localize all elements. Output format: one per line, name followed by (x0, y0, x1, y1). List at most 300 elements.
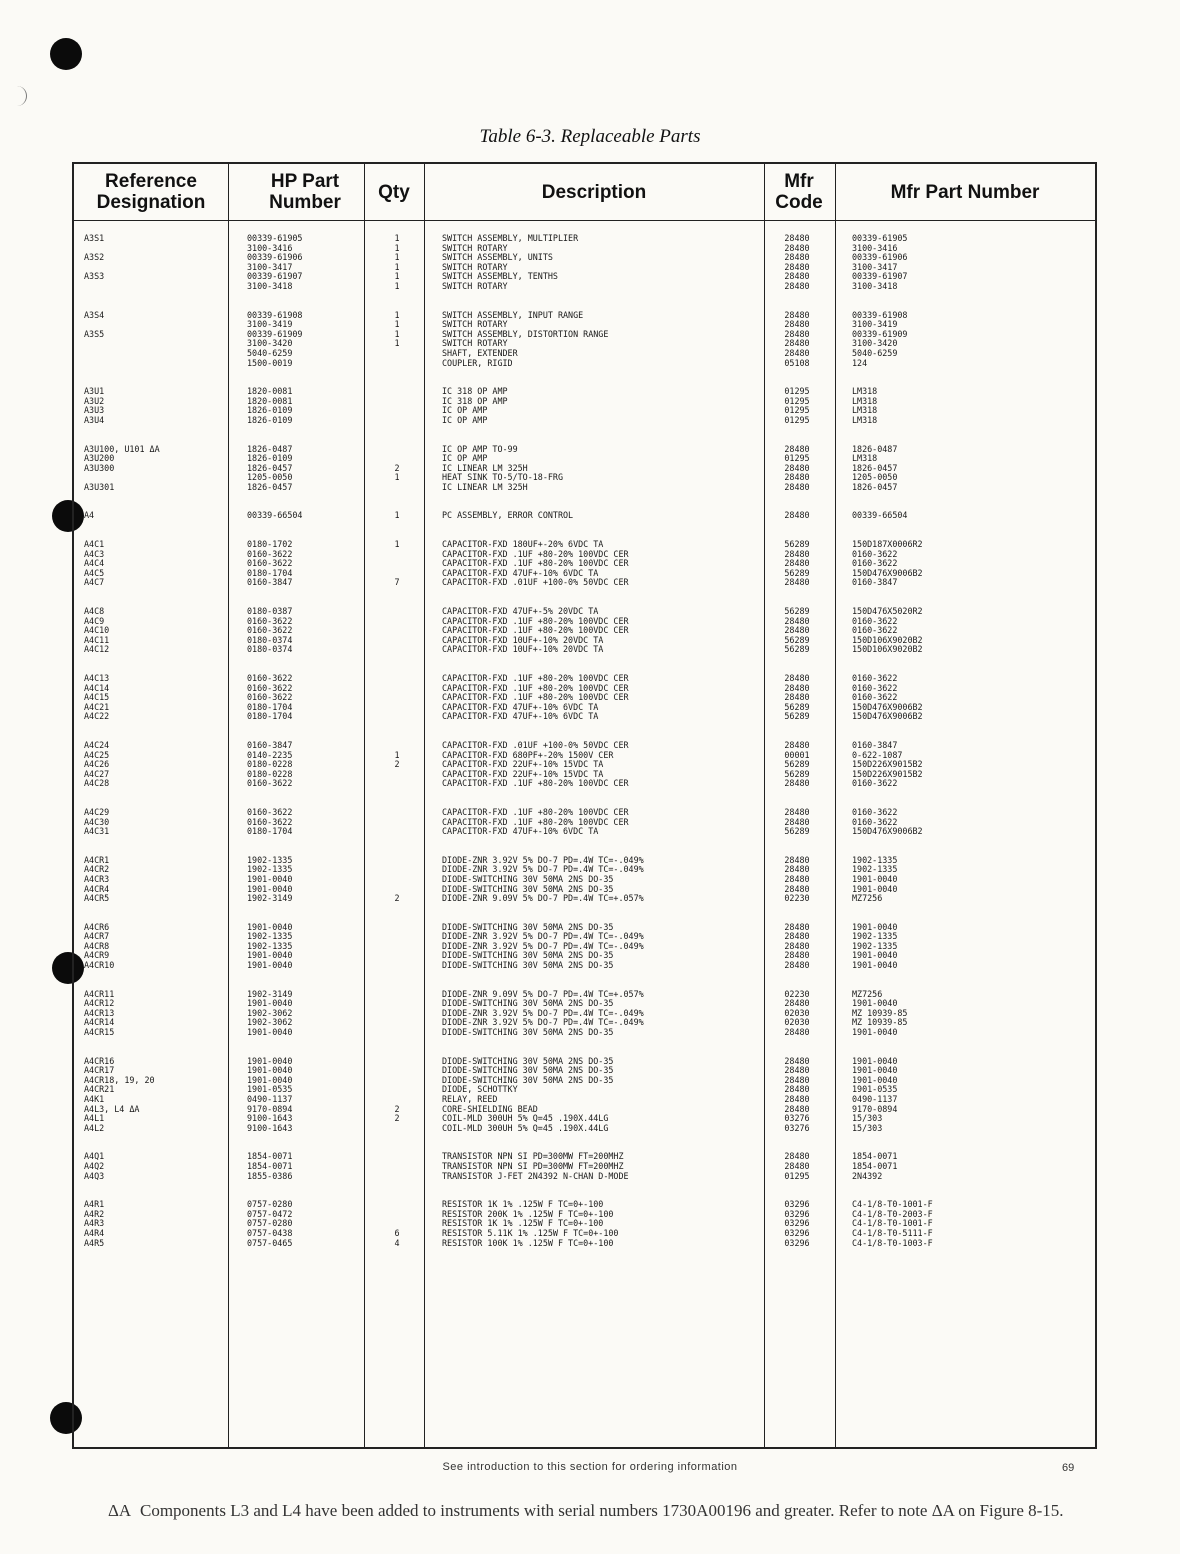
table-row (74, 1095, 1095, 1105)
table-row (74, 770, 1095, 780)
description-cell: TRANSISTOR J-FET 2N4392 N-CHAN D-MODE (442, 1171, 629, 1181)
description-cell: CAPACITOR-FXD .1UF +80-20% 100VDC CER (442, 549, 629, 559)
hp-part-number-cell: 1500-0019 (247, 358, 293, 368)
hp-part-number-cell: 00339-66504 (247, 511, 303, 521)
description-cell: SWITCH ASSEMBLY, DISTORTION RANGE (442, 329, 609, 339)
table-row (74, 607, 1095, 617)
table-row (74, 942, 1095, 952)
hp-part-number-cell: 0757-0472 (247, 1209, 293, 1219)
mfr-part-number-cell: 1901-0040 (852, 884, 898, 894)
description-cell: DIODE-SWITCHING 30V 50MA 2NS DO-35 (442, 884, 614, 894)
hp-part-number-cell: 1826-0109 (247, 454, 293, 464)
hp-part-number-cell: 0160-3622 (247, 674, 293, 683)
mfr-part-number-cell: C4-1/8-T0-1001-F (852, 1200, 933, 1210)
description-cell: DIODE-SWITCHING 30V 50MA 2NS DO-35 (442, 1075, 614, 1085)
row-spacer (74, 1038, 1095, 1057)
mfr-part-number-cell: 3100-3417 (852, 262, 898, 272)
table-row (74, 445, 1095, 455)
mfr-code-cell: 03276 (784, 1123, 810, 1133)
header-description: Description (541, 181, 647, 203)
ref-designation-cell: A4R4 (84, 1228, 105, 1238)
ref-designation-cell: A4CR9 (84, 951, 110, 961)
mfr-code-cell: 03296 (784, 1219, 810, 1229)
mfr-code-cell: 28480 (784, 1085, 810, 1095)
table-row (74, 636, 1095, 646)
description-cell: CAPACITOR-FXD 10UF+-10% 20VDC TA (442, 645, 604, 655)
mfr-part-number-cell: MZ7256 (852, 894, 883, 904)
mfr-part-number-cell: 0160-3622 (852, 549, 898, 559)
qty-cell: 2 (394, 1104, 400, 1114)
mfr-code-cell: 03296 (784, 1209, 810, 1219)
mfr-code-cell: 28480 (784, 310, 810, 320)
header-reference-designation: Reference Designation (96, 171, 206, 213)
mfr-code-cell: 28480 (784, 884, 810, 894)
description-cell: RESISTOR 100K 1% .125W F TC=0+-100 (442, 1238, 614, 1248)
ref-designation-cell: A4CR10 (84, 961, 115, 971)
ref-designation-cell: A4C15 (84, 693, 110, 703)
qty-cell: 2 (394, 1114, 400, 1124)
mfr-part-number-cell: 1901-0535 (852, 1085, 898, 1095)
qty-cell: 1 (394, 310, 400, 320)
ref-designation-cell: A4Q2 (84, 1161, 105, 1171)
mfr-part-number-cell: 0160-3847 (852, 578, 898, 588)
table-row (74, 923, 1095, 933)
mfr-code-cell: 28480 (784, 243, 810, 253)
hp-part-number-cell: 0180-0374 (247, 645, 293, 655)
hp-part-number-cell: 0180-1702 (247, 540, 293, 550)
hp-part-number-cell: 0180-0228 (247, 769, 293, 779)
table-row (74, 1172, 1095, 1182)
ref-designation-cell: A4Q1 (84, 1152, 105, 1162)
description-cell: SWITCH ROTARY (442, 243, 508, 253)
description-cell: RELAY, REED (442, 1095, 498, 1104)
hp-part-number-cell: 1901-0040 (247, 951, 293, 961)
ref-designation-cell: A4CR15 (84, 1028, 115, 1038)
table-row (74, 1219, 1095, 1229)
mfr-code-cell: 28480 (784, 817, 810, 827)
mfr-part-number-cell: 150D226X9015B2 (852, 769, 923, 779)
ref-designation-cell: A4CR5 (84, 894, 110, 904)
mfr-code-cell: 28480 (784, 961, 810, 971)
description-cell: SHAFT, EXTENDER (442, 348, 518, 358)
hp-part-number-cell: 00339-61905 (247, 234, 303, 243)
description-cell: DIODE-SWITCHING 30V 50MA 2NS DO-35 (442, 951, 614, 961)
mfr-part-number-cell: 150D476X9006B2 (852, 568, 923, 578)
mfr-part-number-cell: LM318 (852, 406, 878, 416)
qty-cell: 1 (394, 320, 400, 330)
mfr-code-cell: 28480 (784, 616, 810, 626)
description-cell: SWITCH ASSEMBLY, UNITS (442, 253, 553, 263)
row-spacer (74, 492, 1095, 511)
mfr-code-cell: 28480 (784, 511, 810, 521)
hp-part-number-cell: 5040-6259 (247, 348, 293, 358)
qty-cell: 7 (394, 578, 400, 588)
mfr-code-cell: 02230 (784, 989, 810, 999)
description-cell: CAPACITOR-FXD 47UF+-10% 6VDC TA (442, 702, 599, 712)
description-cell: DIODE-ZNR 3.92V 5% DO-7 PD=.4W TC=-.049% (442, 1018, 644, 1028)
qty-cell: 1 (394, 243, 400, 253)
ref-designation-cell: A4C5 (84, 568, 105, 578)
description-cell: RESISTOR 200K 1% .125W F TC=0+-100 (442, 1209, 614, 1219)
description-cell: DIODE-SWITCHING 30V 50MA 2NS DO-35 (442, 999, 614, 1009)
description-cell: CAPACITOR-FXD .1UF +80-20% 100VDC CER (442, 683, 629, 693)
mfr-part-number-cell: 1854-0071 (852, 1161, 898, 1171)
description-cell: HEAT SINK TO-5/TO-18-FRG (442, 473, 564, 483)
description-cell: SWITCH ROTARY (442, 262, 508, 272)
table-row (74, 311, 1095, 321)
table-row (74, 818, 1095, 828)
ref-designation-cell: A4 (84, 511, 95, 521)
qty-cell: 1 (394, 339, 400, 349)
description-cell: RESISTOR 5.11K 1% .125W F TC=0+-100 (442, 1228, 619, 1238)
mfr-part-number-cell: 15/303 (852, 1123, 883, 1133)
table-row (74, 693, 1095, 703)
table-row (74, 540, 1095, 550)
mfr-part-number-cell: 1901-0040 (852, 1056, 898, 1066)
row-spacer (74, 426, 1095, 445)
hp-part-number-cell: 1854-0071 (247, 1161, 293, 1171)
mfr-code-cell: 01295 (784, 396, 810, 406)
hp-part-number-cell: 0757-0465 (247, 1238, 293, 1248)
description-cell: IC LINEAR LM 325H (442, 482, 528, 492)
qty-cell: 1 (394, 262, 400, 272)
mfr-code-cell: 56289 (784, 607, 810, 617)
mfr-code-cell: 28480 (784, 234, 810, 243)
mfr-part-number-cell: LM318 (852, 396, 878, 406)
ref-designation-cell: A4C13 (84, 674, 110, 683)
table-row (74, 1105, 1095, 1115)
row-spacer (74, 588, 1095, 607)
ref-designation-cell: A3U1 (84, 387, 105, 397)
mfr-code-cell: 28480 (784, 559, 810, 569)
hp-part-number-cell: 0757-0280 (247, 1200, 293, 1210)
hp-part-number-cell: 1901-0040 (247, 884, 293, 894)
mfr-part-number-cell: 1902-1335 (852, 865, 898, 875)
description-cell: CAPACITOR-FXD 47UF+-5% 20VDC TA (442, 607, 599, 617)
hp-part-number-cell: 1826-0109 (247, 415, 293, 425)
description-cell: SWITCH ASSEMBLY, TENTHS (442, 272, 558, 282)
ref-designation-cell: A4C11 (84, 635, 110, 645)
table-row (74, 397, 1095, 407)
description-cell: IC 318 OP AMP (442, 387, 508, 397)
description-cell: TRANSISTOR NPN SI PD=300MW FT=200MHZ (442, 1161, 624, 1171)
hp-part-number-cell: 9100-1643 (247, 1114, 293, 1124)
mfr-part-number-cell: LM318 (852, 415, 878, 425)
ref-designation-cell: A4CR14 (84, 1018, 115, 1028)
ref-designation-cell: A3U300 (84, 463, 115, 473)
mfr-part-number-cell: 1901-0040 (852, 874, 898, 884)
ref-designation-cell: A4CR11 (84, 989, 115, 999)
mfr-part-number-cell: 150D476X5020R2 (852, 607, 923, 617)
header-mfr-code: Mfr Code (775, 171, 823, 213)
mfr-part-number-cell: 0160-3622 (852, 616, 898, 626)
description-cell: CAPACITOR-FXD .01UF +100-0% 50VDC CER (442, 740, 629, 750)
mfr-code-cell: 28480 (784, 482, 810, 492)
row-spacer (74, 292, 1095, 311)
description-cell: CAPACITOR-FXD .01UF +100-0% 50VDC CER (442, 578, 629, 588)
ref-designation-cell: A4C25 (84, 750, 110, 760)
description-cell: RESISTOR 1K 1% .125W F TC=0+-100 (442, 1219, 604, 1229)
mfr-part-number-cell: 9170-0894 (852, 1104, 898, 1114)
description-cell: IC OP AMP (442, 406, 488, 416)
hp-part-number-cell: 0160-3847 (247, 740, 293, 750)
mfr-part-number-cell: 1826-0487 (852, 444, 898, 454)
mfr-code-cell: 28480 (784, 348, 810, 358)
mfr-code-cell: 28480 (784, 683, 810, 693)
mfr-part-number-cell: 1901-0040 (852, 961, 898, 971)
mfr-part-number-cell: 1854-0071 (852, 1152, 898, 1162)
table-row (74, 626, 1095, 636)
mfr-part-number-cell: 1901-0040 (852, 999, 898, 1009)
table-row (74, 1114, 1095, 1124)
mfr-part-number-cell: 150D106X9020B2 (852, 635, 923, 645)
mfr-part-number-cell: 150D476X9006B2 (852, 712, 923, 722)
description-cell: CORE-SHIELDING BEAD (442, 1104, 538, 1114)
mfr-code-cell: 28480 (784, 951, 810, 961)
mfr-part-number-cell: 15/303 (852, 1114, 883, 1124)
description-cell: CAPACITOR-FXD 680PF+-20% 1500V CER (442, 750, 614, 760)
ref-designation-cell: A4CR12 (84, 999, 115, 1009)
table-row (74, 961, 1095, 971)
mfr-code-cell: 28480 (784, 693, 810, 703)
hp-part-number-cell: 1901-0040 (247, 922, 293, 932)
ref-designation-cell: A4C24 (84, 740, 110, 750)
mfr-code-cell: 28480 (784, 281, 810, 291)
table-row (74, 684, 1095, 694)
mfr-code-cell: 28480 (784, 626, 810, 636)
table-row (74, 1200, 1095, 1210)
hp-part-number-cell: 0160-3622 (247, 693, 293, 703)
description-cell: CAPACITOR-FXD 22UF+-10% 15VDC TA (442, 760, 604, 770)
hp-part-number-cell: 3100-3417 (247, 262, 293, 272)
ref-designation-cell: A4CR16 (84, 1056, 115, 1066)
qty-cell: 1 (394, 473, 400, 483)
mfr-part-number-cell: 0160-3622 (852, 779, 898, 789)
description-cell: DIODE-ZNR 9.09V 5% DO-7 PD=.4W TC=+.057% (442, 894, 644, 904)
table-row (74, 559, 1095, 569)
hp-part-number-cell: 1901-0040 (247, 999, 293, 1009)
table-row (74, 1066, 1095, 1076)
mfr-code-cell: 56289 (784, 645, 810, 655)
mfr-code-cell: 28480 (784, 922, 810, 932)
table-row (74, 1028, 1095, 1038)
description-cell: CAPACITOR-FXD .1UF +80-20% 100VDC CER (442, 807, 629, 817)
mfr-code-cell: 56289 (784, 540, 810, 550)
hp-part-number-cell: 0160-3847 (247, 578, 293, 588)
description-cell: COUPLER, RIGID (442, 358, 513, 368)
mfr-code-cell: 03296 (784, 1228, 810, 1238)
mfr-part-number-cell: LM318 (852, 387, 878, 397)
mfr-part-number-cell: 150D106X9020B2 (852, 645, 923, 655)
description-cell: IC OP AMP (442, 454, 488, 464)
hp-part-number-cell: 1902-3149 (247, 989, 293, 999)
table-row (74, 999, 1095, 1009)
hp-part-number-cell: 1826-0109 (247, 406, 293, 416)
ref-designation-cell: A4L1 (84, 1114, 105, 1124)
ref-designation-cell: A3S3 (84, 272, 105, 282)
description-cell: DIODE, SCHOTTKY (442, 1085, 518, 1095)
ref-designation-cell: A4R5 (84, 1238, 105, 1248)
table-row (74, 751, 1095, 761)
hp-part-number-cell: 0160-3622 (247, 559, 293, 569)
ref-designation-cell: A4C30 (84, 817, 110, 827)
ordering-footer: See introduction to this section for ordering information (442, 1461, 738, 1473)
mfr-code-cell: 28480 (784, 320, 810, 330)
mfr-part-number-cell: 00339-66504 (852, 511, 908, 521)
hp-part-number-cell: 1901-0040 (247, 1066, 293, 1076)
qty-cell: 1 (394, 511, 400, 521)
mfr-part-number-cell: 5040-6259 (852, 348, 898, 358)
mfr-part-number-cell: C4-1/8-T0-2003-F (852, 1209, 933, 1219)
ref-designation-cell: A3U3 (84, 406, 105, 416)
ref-designation-cell: A4C29 (84, 807, 110, 817)
table-row (74, 865, 1095, 875)
hp-part-number-cell: 1902-1335 (247, 932, 293, 942)
header-hp-part-number: HP Part Number (269, 171, 341, 213)
table-row (74, 1229, 1095, 1239)
row-spacer (74, 971, 1095, 990)
mfr-part-number-cell: 3100-3420 (852, 339, 898, 349)
hp-part-number-cell: 0160-3622 (247, 807, 293, 817)
description-cell: CAPACITOR-FXD 10UF+-10% 20VDC TA (442, 635, 604, 645)
hp-part-number-cell: 1902-1335 (247, 855, 293, 865)
table-row (74, 282, 1095, 292)
hp-part-number-cell: 0140-2235 (247, 750, 293, 760)
description-cell: CAPACITOR-FXD 180UF+-20% 6VDC TA (442, 540, 604, 550)
hp-part-number-cell: 1826-0487 (247, 444, 293, 454)
description-cell: RESISTOR 1K 1% .125W F TC=0+-100 (442, 1200, 604, 1210)
description-cell: IC LINEAR LM 325H (442, 463, 528, 473)
mfr-code-cell: 28480 (784, 262, 810, 272)
table-row (74, 703, 1095, 713)
ref-designation-cell: A4CR3 (84, 874, 110, 884)
table-row (74, 1124, 1095, 1134)
hp-part-number-cell: 0180-1704 (247, 568, 293, 578)
mfr-part-number-cell: 1826-0457 (852, 463, 898, 473)
mfr-code-cell: 28480 (784, 1056, 810, 1066)
ref-designation-cell: A4C9 (84, 616, 105, 626)
mfr-code-cell: 28480 (784, 1066, 810, 1076)
description-cell: IC OP AMP (442, 415, 488, 425)
table-row (74, 272, 1095, 282)
mfr-part-number-cell: 1901-0040 (852, 951, 898, 961)
qty-cell: 1 (394, 272, 400, 282)
mfr-code-cell: 28480 (784, 253, 810, 263)
description-cell: CAPACITOR-FXD .1UF +80-20% 100VDC CER (442, 817, 629, 827)
table-row (74, 473, 1095, 483)
mfr-part-number-cell: LM318 (852, 454, 878, 464)
mfr-code-cell: 03296 (784, 1238, 810, 1248)
table-row (74, 244, 1095, 254)
mfr-part-number-cell: 150D187X0006R2 (852, 540, 923, 550)
mfr-part-number-cell: 0160-3622 (852, 674, 898, 683)
hp-part-number-cell: 0160-3622 (247, 683, 293, 693)
parts-table (72, 162, 1097, 1449)
footnote-marker: ΔA (108, 1501, 132, 1520)
mfr-code-cell: 28480 (784, 578, 810, 588)
table-row (74, 1057, 1095, 1067)
mfr-part-number-cell: 1901-0040 (852, 1075, 898, 1085)
hp-part-number-cell: 9170-0894 (247, 1104, 293, 1114)
table-row (74, 645, 1095, 655)
qty-cell: 2 (394, 463, 400, 473)
table-row (74, 1009, 1095, 1019)
row-spacer (74, 655, 1095, 674)
table-row (74, 511, 1095, 521)
mfr-part-number-cell: 0160-3622 (852, 626, 898, 636)
table-row (74, 349, 1095, 359)
mfr-code-cell: 28480 (784, 674, 810, 683)
ref-designation-cell: A3U200 (84, 454, 115, 464)
ref-designation-cell: A4C22 (84, 712, 110, 722)
description-cell: SWITCH ROTARY (442, 320, 508, 330)
ref-designation-cell: A3U100, U101 ΔA (84, 444, 160, 454)
hp-part-number-cell: 1902-3149 (247, 894, 293, 904)
row-spacer (74, 1133, 1095, 1152)
mfr-code-cell: 01295 (784, 1171, 810, 1181)
description-cell: TRANSISTOR NPN SI PD=300MW FT=200MHZ (442, 1152, 624, 1162)
qty-cell: 1 (394, 540, 400, 550)
table-row (74, 1085, 1095, 1095)
header-mfr-part-number: Mfr Part Number (890, 181, 1040, 203)
mfr-code-cell: 28480 (784, 865, 810, 875)
hp-part-number-cell: 1826-0457 (247, 482, 293, 492)
table-row (74, 464, 1095, 474)
hp-part-number-cell: 3100-3416 (247, 243, 293, 253)
description-cell: DIODE-ZNR 3.92V 5% DO-7 PD=.4W TC=-.049% (442, 941, 644, 951)
ref-designation-cell: A4C27 (84, 769, 110, 779)
hp-part-number-cell: 1901-0040 (247, 961, 293, 971)
mfr-code-cell: 56289 (784, 635, 810, 645)
mfr-part-number-cell: 0160-3847 (852, 740, 898, 750)
mfr-part-number-cell: 0160-3622 (852, 807, 898, 817)
mfr-code-cell: 03296 (784, 1200, 810, 1210)
mfr-part-number-cell: 1205-0050 (852, 473, 898, 483)
hp-part-number-cell: 0757-0438 (247, 1228, 293, 1238)
mfr-code-cell: 56289 (784, 712, 810, 722)
table-row (74, 951, 1095, 961)
description-cell: DIODE-ZNR 3.92V 5% DO-7 PD=.4W TC=-.049% (442, 1008, 644, 1018)
hp-part-number-cell: 0160-3622 (247, 779, 293, 789)
row-spacer (74, 521, 1095, 540)
description-cell: IC OP AMP TO-99 (442, 444, 518, 454)
mfr-code-cell: 56289 (784, 827, 810, 837)
mfr-code-cell: 00001 (784, 750, 810, 760)
page-number: 69 (1062, 1462, 1075, 1474)
mfr-code-cell: 01295 (784, 387, 810, 397)
description-cell: IC 318 OP AMP (442, 396, 508, 406)
row-spacer (74, 789, 1095, 808)
mfr-code-cell: 28480 (784, 740, 810, 750)
row-spacer (74, 904, 1095, 923)
description-cell: DIODE-SWITCHING 30V 50MA 2NS DO-35 (442, 1028, 614, 1038)
hp-part-number-cell: 1820-0081 (247, 396, 293, 406)
table-row (74, 454, 1095, 464)
mfr-code-cell: 28480 (784, 999, 810, 1009)
hp-part-number-cell: 0160-3622 (247, 626, 293, 636)
ref-designation-cell: A3S4 (84, 310, 105, 320)
table-row (74, 827, 1095, 837)
ref-designation-cell: A4Q3 (84, 1171, 105, 1181)
mfr-code-cell: 28480 (784, 855, 810, 865)
ref-designation-cell: A4CR1 (84, 855, 110, 865)
table-row (74, 894, 1095, 904)
row-spacer (74, 1181, 1095, 1200)
ref-designation-cell: A4C8 (84, 607, 105, 617)
mfr-code-cell: 56289 (784, 760, 810, 770)
ref-designation-cell: A4CR4 (84, 884, 110, 894)
table-row (74, 234, 1095, 244)
